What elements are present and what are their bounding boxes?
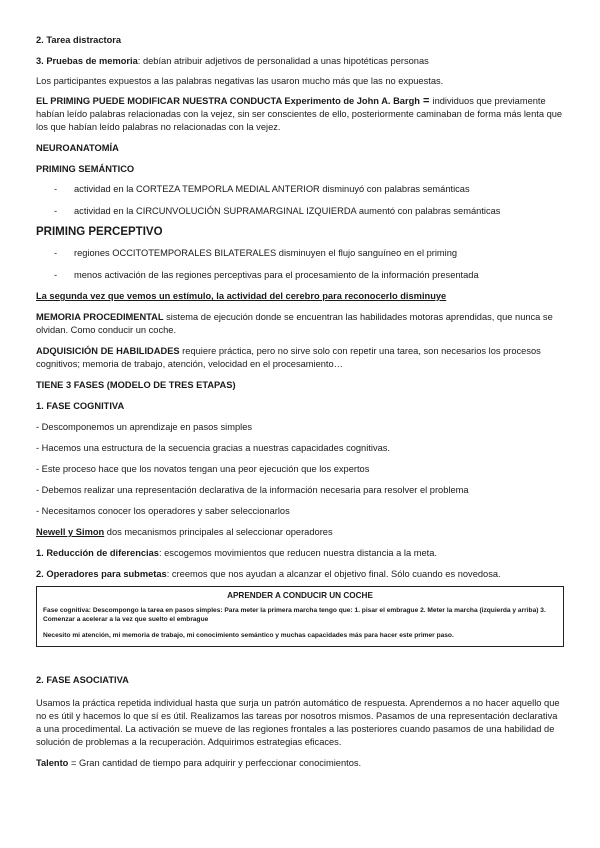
list-item bbox=[36, 269, 564, 282]
neuroanatomia-heading: NEUROANATOMÍA bbox=[36, 143, 119, 153]
dash-bullet: - bbox=[54, 184, 58, 194]
dash-bullet: - bbox=[54, 248, 58, 258]
priming-label: EL PRIMING PUEDE MODIFICAR NUESTRA CONDUCTA Experimento de John A. Bargh bbox=[36, 96, 420, 106]
list-item bbox=[36, 247, 564, 260]
priming-equals: = bbox=[419, 95, 433, 107]
fase-cognitiva-item: - Necesitamos conocer los operadores y saber seleccionarlos bbox=[36, 506, 290, 516]
document-page bbox=[36, 34, 564, 770]
fase-cognitiva-item: - Hacemos una estructura de la secuencia gracias a nuestras capacidades cognitivas. bbox=[36, 443, 390, 453]
fase-asociativa-heading: 2. FASE ASOCIATIVA bbox=[36, 675, 129, 686]
memoria-label: MEMORIA PROCEDIMENTAL bbox=[36, 312, 164, 322]
memoria-text: sistema de ejecución donde se encuentran las habilidades motoras aprendidas, que nunca se olvidan. Como conducir un coche. bbox=[36, 312, 553, 335]
fase-asociativa-text: Usamos la práctica repetida individual hasta que surja un patrón automático de respuesta. Aprendemos a no hacer aquello que no es útil y hacemos lo que sí es útil. Realizamos las tareas por nosotros mismos. Pasamos de una representación declarativa a una procedimental. La activación se mueve de las regiones frontales a las posteriores cuando pasamos de una habilidad de solución de problemas a la recuperación. Adquirimos estrategias eficaces. bbox=[36, 698, 560, 748]
list-item-text: actividad en la CIRCUNVOLUCIÓN SUPRAMARGINAL IZQUIERDA aumentó con palabras semánticas bbox=[74, 206, 501, 216]
pruebas-text: : debían atribuir adjetivos de personalidad a unas hipotéticas personas bbox=[137, 56, 429, 66]
talento-text: = Gran cantidad de tiempo para adquirir y perfeccionar conocimientos. bbox=[68, 758, 362, 769]
adquisicion-label: ADQUISICIÓN DE HABILIDADES bbox=[36, 346, 180, 356]
list-item bbox=[36, 183, 564, 196]
operadores-text: : creemos que nos ayudan a alcanzar el objetivo final. Sólo cuando es novedosa. bbox=[166, 569, 501, 579]
adquisicion-habilidades bbox=[36, 345, 564, 371]
dash-bullet: - bbox=[54, 270, 58, 280]
example-box-line: Fase cognitiva: Descompongo la tarea en pasos simples: Para meter la primera marcha tengo que: 1. pisar el embrague 2. Meter la marcha (izquierda y arriba) 3. Comenzar a acelerar a la vez que suelto el embrague bbox=[43, 607, 546, 624]
priming-perceptivo-heading: PRIMING PERCEPTIVO bbox=[36, 226, 163, 238]
priming-conducta bbox=[36, 95, 564, 134]
fase-cognitiva-item: - Este proceso hace que los novatos tengan una peor ejecución que los expertos bbox=[36, 464, 370, 474]
list-item-text: actividad en la CORTEZA TEMPORLA MEDIAL ANTERIOR disminuyó con palabras semánticas bbox=[74, 184, 470, 194]
tarea-distractora: 2. Tarea distractora bbox=[36, 35, 122, 45]
pruebas-label: 3. Pruebas de memoria bbox=[36, 56, 138, 66]
pruebas-memoria bbox=[36, 55, 564, 68]
segunda-vez-note: La segunda vez que vemos un estímulo, la actividad del cerebro para reconocerlo disminuye bbox=[36, 291, 447, 301]
operadores-label: 2. Operadores para submetas bbox=[36, 569, 167, 579]
reduccion-label: 1. Reducción de diferencias bbox=[36, 548, 159, 558]
priming-text: individuos que previamente habían leído palabras relacionadas con la vejez, sin ser conscientes de ello, posteriormente caminaban de forma más lenta que los que habían leído palabras no relacionadas con la vejez. bbox=[36, 96, 563, 132]
newell-simon bbox=[36, 526, 564, 539]
operadores-submetas bbox=[36, 568, 564, 581]
list-item bbox=[36, 205, 564, 218]
talento-line bbox=[36, 757, 564, 770]
dash-bullet: - bbox=[54, 206, 58, 216]
priming-semantico-heading: PRIMING SEMÁNTICO bbox=[36, 164, 135, 174]
fases-heading: TIENE 3 FASES (MODELO DE TRES ETAPAS) bbox=[36, 380, 236, 390]
list-item-text: regiones OCCITOTEMPORALES BILATERALES disminuyen el flujo sanguíneo en el priming bbox=[74, 248, 458, 258]
newell-label: Newell y Simon bbox=[36, 527, 105, 537]
example-box-title: APRENDER A CONDUCIR UN COCHE bbox=[227, 591, 373, 600]
example-box-line: Necesito mi atención, mi memoria de trabajo, mi conocimiento semántico y muchas capacidades más para hacer este primer paso. bbox=[43, 631, 454, 639]
fase-cognitiva-item: - Descomponemos un aprendizaje en pasos simples bbox=[36, 422, 253, 432]
list-item-text: menos activación de las regiones perceptivas para el procesamiento de la información presentada bbox=[74, 270, 479, 280]
newell-text: dos mecanismos principales al seleccionar operadores bbox=[104, 527, 333, 537]
fase-cognitiva-heading: 1. FASE COGNITIVA bbox=[36, 401, 125, 411]
adquisicion-text: requiere práctica, pero no sirve solo con repetir una tarea, son necesarios los procesos cognitivos; memoria de trabajo, atención, velocidad en el procesamiento… bbox=[36, 346, 541, 369]
reduccion-diferencias bbox=[36, 547, 564, 560]
reduccion-text: : escogemos movimientos que reducen nuestra distancia a la meta. bbox=[158, 548, 437, 558]
example-box bbox=[36, 586, 564, 647]
fase-cognitiva-item: - Debemos realizar una representación declarativa de la información necesaria para resolver el problema bbox=[36, 485, 469, 495]
memoria-procedimental bbox=[36, 311, 564, 337]
participantes-text: Los participantes expuestos a las palabras negativas las usaron mucho más que las no expuestas. bbox=[36, 76, 444, 86]
talento-label: Talento bbox=[36, 758, 69, 769]
